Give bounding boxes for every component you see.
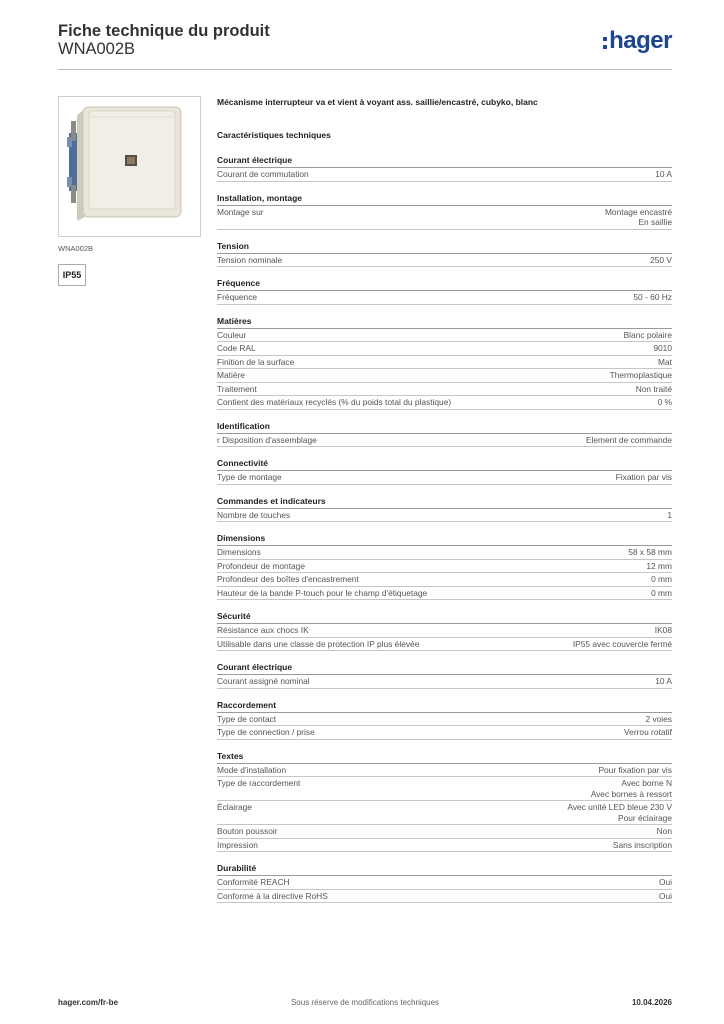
spec-label: Éclairage xyxy=(217,802,252,812)
spec-row xyxy=(217,329,672,343)
spec-label: Profondeur des boîtes d'encastrement xyxy=(217,574,359,584)
section-title: Connectivité xyxy=(217,457,672,471)
spec-row xyxy=(217,675,672,689)
spec-row xyxy=(217,573,672,587)
spec-label: Type de raccordement xyxy=(217,778,301,788)
spec-label: Courant de commutation xyxy=(217,169,309,179)
section-title: Installation, montage xyxy=(217,192,672,206)
spec-value: 12 mm xyxy=(646,560,672,571)
section-title: Identification xyxy=(217,420,672,434)
spec-value: Non traité xyxy=(635,383,672,394)
spec-row xyxy=(217,342,672,356)
spec-label: Utilisable dans une classe de protection IP plus élevée xyxy=(217,638,420,649)
spec-label: r Disposition d'assemblage xyxy=(217,434,317,445)
spec-label: Type de connection / prise xyxy=(217,727,315,737)
section-title: Courant électrique xyxy=(217,661,672,675)
spec-values xyxy=(624,330,672,341)
spec-value: Pour fixation par vis xyxy=(598,764,672,775)
spec-section xyxy=(217,750,672,853)
spec-values xyxy=(655,625,672,636)
switch-illustration xyxy=(59,97,200,236)
spec-values xyxy=(628,547,672,558)
section-title: Matières xyxy=(217,315,672,329)
logo-text: hager xyxy=(609,27,672,54)
spec-value: 9010 xyxy=(653,343,672,353)
spec-label: Résistance aux chocs IK xyxy=(217,625,309,635)
spec-values xyxy=(651,588,672,599)
footer-website: hager.com/fr-be xyxy=(58,998,119,1007)
spec-value: 0 mm xyxy=(651,574,672,584)
spec-value: Oui xyxy=(658,890,672,901)
spec-label: Mode d'installation xyxy=(217,764,287,775)
spec-value: 1 xyxy=(667,509,672,520)
spec-value: Oui xyxy=(658,877,672,887)
spec-value: Blanc polaire xyxy=(623,329,672,340)
page-header xyxy=(58,21,672,70)
spec-row xyxy=(217,713,672,727)
spec-value: 58 x 58 mm xyxy=(628,547,672,557)
spec-values xyxy=(613,840,672,851)
footer-date: 10.04.2026 xyxy=(631,998,672,1007)
spec-section xyxy=(217,661,672,689)
spec-row xyxy=(217,777,672,801)
spec-label: Type de contact xyxy=(217,713,277,724)
spec-value: Verrou rotatif xyxy=(624,727,672,737)
spec-value: Avec bornes à ressort xyxy=(590,788,672,799)
spec-row xyxy=(217,396,672,410)
section-title: Raccordement xyxy=(217,699,672,713)
spec-value: 250 V xyxy=(650,254,672,265)
section-title: Fréquence xyxy=(217,277,672,291)
spec-values xyxy=(655,169,672,180)
spec-label: Impression xyxy=(217,839,258,850)
spec-values xyxy=(598,765,672,776)
ip-rating-badge: IP55 xyxy=(58,264,86,286)
spec-row xyxy=(217,587,672,601)
spec-section xyxy=(217,495,672,523)
page-title: Fiche technique du produit xyxy=(58,22,270,40)
spec-values xyxy=(624,727,672,738)
spec-label: Courant assigné nominal xyxy=(217,676,310,686)
spec-values xyxy=(658,357,672,368)
spec-values xyxy=(655,676,672,687)
spec-value: 10 A xyxy=(655,169,672,179)
spec-value: Fixation par vis xyxy=(615,472,672,482)
spec-values xyxy=(657,826,672,837)
spec-value: Thermoplastique xyxy=(609,370,672,380)
spec-value: Element de commande xyxy=(585,434,672,445)
spec-value: Non xyxy=(656,826,672,836)
section-title: Durabilité xyxy=(217,862,672,876)
spec-values xyxy=(667,510,672,521)
footer-disclaimer: Sous réserve de modifications techniques xyxy=(290,998,440,1007)
spec-values xyxy=(636,384,672,395)
spec-label: Contient des matériaux recyclés (% du poids total du plastique) xyxy=(217,397,452,407)
spec-label: Traitement xyxy=(217,383,257,394)
spec-label: Bouton poussoir xyxy=(217,826,278,836)
spec-values xyxy=(659,877,672,888)
spec-row xyxy=(217,825,672,839)
spec-row xyxy=(217,890,672,904)
spec-values xyxy=(650,255,672,266)
spec-row xyxy=(217,624,672,638)
spec-label: Conformité REACH xyxy=(217,877,290,887)
product-description: Mécanisme interrupteur va et vient à voyant ass. saillie/encastré, cubyko, blanc xyxy=(217,97,538,107)
section-title: Tension xyxy=(217,240,672,254)
spec-value: Avec unité LED bleue 230 V xyxy=(567,802,672,812)
product-image xyxy=(58,96,201,237)
spec-row xyxy=(217,509,672,523)
spec-label: Nombre de touches xyxy=(217,509,291,520)
spec-section xyxy=(217,610,672,651)
logo-colon-icon xyxy=(603,37,607,49)
spec-section xyxy=(217,315,672,410)
spec-values xyxy=(653,343,672,354)
spec-label: Matière xyxy=(217,370,245,380)
spec-row xyxy=(217,876,672,890)
specs-heading: Caractéristiques techniques xyxy=(217,130,331,140)
spec-row xyxy=(217,638,672,652)
spec-values xyxy=(610,370,672,381)
spec-section xyxy=(217,862,672,903)
spec-values xyxy=(658,397,672,408)
section-title: Courant électrique xyxy=(217,154,672,168)
spec-value: Avec borne N xyxy=(621,778,672,788)
spec-value: 0 mm xyxy=(651,587,672,598)
spec-row xyxy=(217,356,672,370)
spec-value: En saillie xyxy=(638,217,672,227)
spec-values xyxy=(605,207,672,228)
spec-value: 2 voies xyxy=(645,713,672,724)
spec-section xyxy=(217,457,672,485)
spec-section xyxy=(217,192,672,230)
spec-value: 10 A xyxy=(655,676,672,686)
spec-value: Sans inscription xyxy=(612,839,672,850)
spec-sections xyxy=(217,154,672,903)
spec-section xyxy=(217,240,672,268)
spec-content xyxy=(217,96,672,913)
spec-values xyxy=(659,891,672,902)
section-title: Dimensions xyxy=(217,532,672,546)
spec-row xyxy=(217,726,672,740)
spec-values xyxy=(645,714,672,725)
spec-label: Profondeur de montage xyxy=(217,560,305,571)
spec-row xyxy=(217,434,672,448)
section-title: Textes xyxy=(217,750,672,764)
spec-section xyxy=(217,699,672,740)
spec-value: IP55 avec couvercle fermé xyxy=(572,638,672,649)
spec-section xyxy=(217,420,672,448)
spec-section xyxy=(217,532,672,600)
spec-label: Code RAL xyxy=(217,343,256,353)
spec-section xyxy=(217,277,672,305)
spec-values xyxy=(586,435,672,446)
spec-value: Pour éclairage xyxy=(617,812,672,823)
spec-label: Type de montage xyxy=(217,472,282,482)
spec-row xyxy=(217,801,672,825)
spec-value: Mat xyxy=(658,356,672,367)
spec-label: Finition de la surface xyxy=(217,356,295,367)
spec-values xyxy=(567,802,672,823)
spec-values xyxy=(616,472,672,483)
spec-value: 0 % xyxy=(657,397,672,407)
spec-row xyxy=(217,764,672,778)
spec-row xyxy=(217,168,672,182)
spec-row xyxy=(217,254,672,268)
spec-value: 50 - 60 Hz xyxy=(633,292,672,302)
section-title: Sécurité xyxy=(217,610,672,624)
spec-row xyxy=(217,383,672,397)
spec-label: Montage sur xyxy=(217,206,264,217)
spec-label: Tension nominale xyxy=(217,254,283,265)
spec-label: Fréquence xyxy=(217,292,258,302)
spec-label: Hauteur de la bande P-touch pour le champ d'étiquetage xyxy=(217,587,428,598)
spec-values xyxy=(591,778,672,799)
spec-row xyxy=(217,369,672,383)
product-reference: WNA002B xyxy=(58,40,136,58)
spec-label: Dimensions xyxy=(217,547,261,557)
page-footer xyxy=(58,998,672,1010)
spec-value: IK08 xyxy=(654,625,672,635)
section-title: Commandes et indicateurs xyxy=(217,495,672,509)
spec-row xyxy=(217,291,672,305)
spec-row xyxy=(217,560,672,574)
spec-row xyxy=(217,839,672,853)
spec-values xyxy=(651,574,672,585)
spec-row xyxy=(217,546,672,560)
spec-label: Couleur xyxy=(217,329,247,340)
spec-values xyxy=(633,292,672,303)
image-caption: WNA002B xyxy=(58,244,94,253)
spec-row xyxy=(217,206,672,230)
spec-value: Montage encastré xyxy=(604,206,672,217)
spec-label: Conforme à la directive RoHS xyxy=(217,890,328,901)
spec-section xyxy=(217,154,672,182)
spec-values xyxy=(573,639,672,650)
hager-logo xyxy=(603,27,672,55)
spec-row xyxy=(217,471,672,485)
spec-values xyxy=(646,561,672,572)
